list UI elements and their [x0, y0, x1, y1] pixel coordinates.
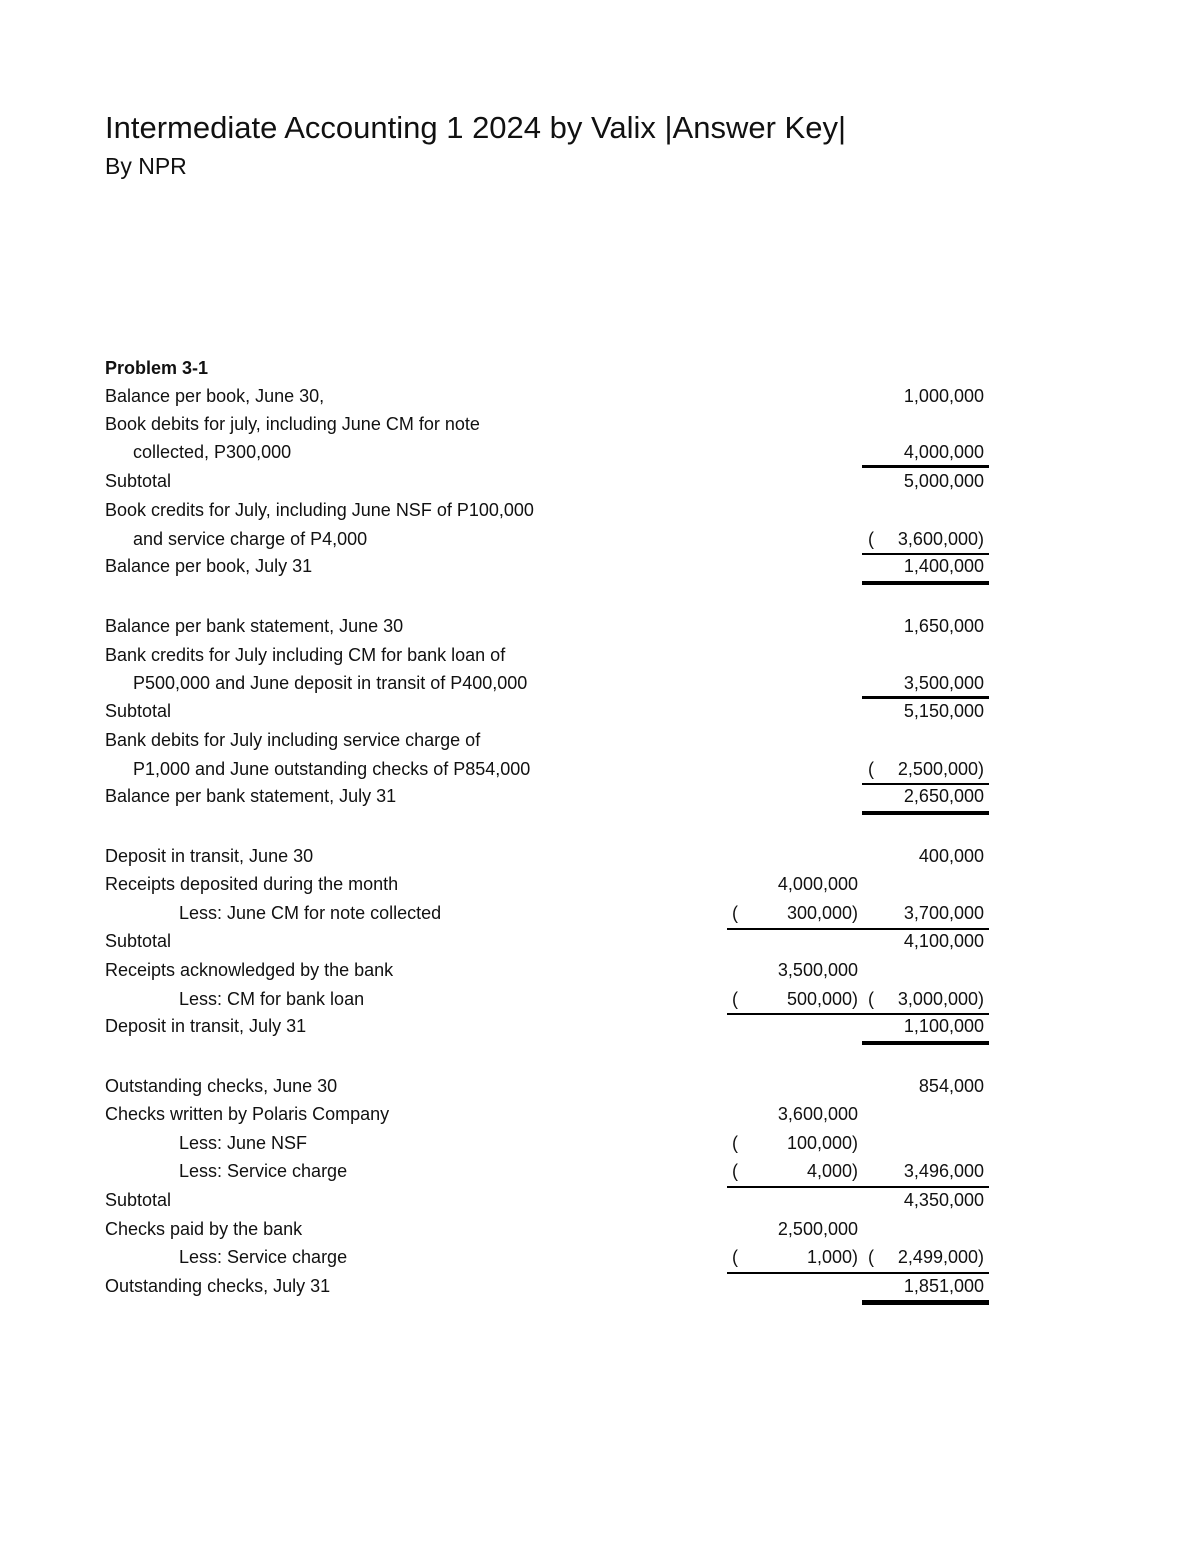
amount-total: 1,650,000	[903, 616, 984, 636]
open-paren: (	[732, 1161, 738, 1181]
table-row	[0, 1247, 1200, 1275]
row-label: Balance per book, June 30,	[105, 386, 325, 406]
underline-rule	[862, 553, 989, 555]
table-row	[0, 903, 1200, 931]
underline-rule	[727, 1013, 989, 1015]
double-underline-rule	[862, 1300, 989, 1305]
amount-total: 1,100,000	[903, 1016, 984, 1036]
table-row	[0, 556, 1200, 584]
double-underline-rule	[862, 581, 989, 585]
open-paren: (	[732, 989, 738, 1009]
table-row	[0, 846, 1200, 874]
problem-heading-row	[0, 358, 1200, 386]
underline-rule	[862, 465, 989, 468]
row-label: Subtotal	[105, 1190, 172, 1210]
amount-total: 3,600,000)	[897, 529, 984, 549]
table-row	[0, 960, 1200, 988]
row-label: Less: Service charge	[179, 1161, 348, 1181]
table-row	[0, 645, 1200, 673]
row-label: Less: June CM for note collected	[179, 903, 442, 923]
row-label: Outstanding checks, July 31	[105, 1276, 331, 1296]
row-label: collected, P300,000	[133, 442, 292, 462]
row-label: Subtotal	[105, 471, 172, 491]
underline-rule	[727, 1186, 989, 1188]
open-paren: (	[732, 1247, 738, 1267]
table-row	[0, 386, 1200, 414]
row-label: Deposit in transit, July 31	[105, 1016, 307, 1036]
open-paren: (	[732, 1133, 738, 1153]
underline-rule	[862, 783, 989, 785]
open-paren: (	[868, 1247, 874, 1267]
amount-total: 2,499,000)	[897, 1247, 984, 1267]
row-label: P1,000 and June outstanding checks of P854,000	[133, 759, 531, 779]
row-label: and service charge of P4,000	[133, 529, 368, 549]
amount-total: 2,650,000	[903, 786, 984, 806]
table-row	[0, 730, 1200, 758]
table-row	[0, 1016, 1200, 1044]
table-row	[0, 1104, 1200, 1132]
amount-detail: 500,000)	[786, 989, 858, 1009]
amount-detail: 3,500,000	[777, 960, 858, 980]
row-label: Book credits for July, including June NSF of P100,000	[105, 500, 534, 520]
amount-total: 3,500,000	[903, 673, 984, 693]
row-label: Balance per book, July 31	[105, 556, 313, 576]
row-label: Subtotal	[105, 701, 172, 721]
row-label: Less: Service charge	[179, 1247, 348, 1267]
amount-detail: 300,000)	[786, 903, 858, 923]
amount-detail: 4,000,000	[777, 874, 858, 894]
table-row	[0, 1219, 1200, 1247]
row-label: Checks written by Polaris Company	[105, 1104, 390, 1124]
table-row	[0, 1276, 1200, 1304]
amount-detail: 3,600,000	[777, 1104, 858, 1124]
table-row	[0, 500, 1200, 528]
open-paren: (	[868, 529, 874, 549]
open-paren: (	[732, 903, 738, 923]
amount-total: 3,000,000)	[897, 989, 984, 1009]
row-label: Subtotal	[105, 931, 172, 951]
open-paren: (	[868, 759, 874, 779]
amount-total: 4,350,000	[903, 1190, 984, 1210]
row-label: Deposit in transit, June 30	[105, 846, 314, 866]
amount-total: 1,400,000	[903, 556, 984, 576]
row-label: Receipts deposited during the month	[105, 874, 399, 894]
double-underline-rule	[862, 1041, 989, 1045]
row-label: Outstanding checks, June 30	[105, 1076, 338, 1096]
row-label: Receipts acknowledged by the bank	[105, 960, 394, 980]
row-label: Less: CM for bank loan	[179, 989, 365, 1009]
amount-total: 854,000	[918, 1076, 984, 1096]
amount-total: 400,000	[918, 846, 984, 866]
open-paren: (	[868, 989, 874, 1009]
document-title: Intermediate Accounting 1 2024 by Valix |Answer Key|	[105, 110, 847, 145]
table-row	[0, 701, 1200, 729]
amount-total: 1,000,000	[903, 386, 984, 406]
table-row	[0, 874, 1200, 902]
amount-total: 1,851,000	[903, 1276, 984, 1296]
row-label: Bank debits for July including service charge of	[105, 730, 481, 750]
row-label: Book debits for july, including June CM for note	[105, 414, 480, 434]
table-row	[0, 1076, 1200, 1104]
amount-detail: 4,000)	[806, 1161, 858, 1181]
row-label: Balance per bank statement, June 30	[105, 616, 404, 636]
table-row	[0, 529, 1200, 557]
table-row	[0, 616, 1200, 644]
amount-total: 2,500,000)	[897, 759, 984, 779]
amount-total: 4,000,000	[903, 442, 984, 462]
row-label: Bank credits for July including CM for bank loan of	[105, 645, 506, 665]
table-row	[0, 1133, 1200, 1161]
underline-rule	[862, 696, 989, 699]
table-row	[0, 759, 1200, 787]
table-row	[0, 786, 1200, 814]
table-row	[0, 1161, 1200, 1189]
amount-detail: 2,500,000	[777, 1219, 858, 1239]
table-row	[0, 414, 1200, 442]
amount-total: 5,000,000	[903, 471, 984, 491]
double-underline-rule	[862, 811, 989, 815]
row-label: P500,000 and June deposit in transit of P400,000	[133, 673, 528, 693]
underline-rule	[727, 1272, 989, 1274]
table-row	[0, 931, 1200, 959]
amount-total: 5,150,000	[903, 701, 984, 721]
row-label: Checks paid by the bank	[105, 1219, 303, 1239]
document-byline: By NPR	[105, 153, 187, 179]
amount-detail: 1,000)	[806, 1247, 858, 1267]
amount-detail: 100,000)	[786, 1133, 858, 1153]
table-row	[0, 442, 1200, 470]
table-row	[0, 989, 1200, 1017]
table-row	[0, 1190, 1200, 1218]
table-row	[0, 471, 1200, 499]
underline-rule	[727, 928, 989, 930]
row-label: Less: June NSF	[179, 1133, 308, 1153]
amount-total: 4,100,000	[903, 931, 984, 951]
row-label: Balance per bank statement, July 31	[105, 786, 397, 806]
problem-title: Problem 3-1	[105, 358, 209, 378]
amount-total: 3,700,000	[903, 903, 984, 923]
amount-total: 3,496,000	[903, 1161, 984, 1181]
table-row	[0, 673, 1200, 701]
